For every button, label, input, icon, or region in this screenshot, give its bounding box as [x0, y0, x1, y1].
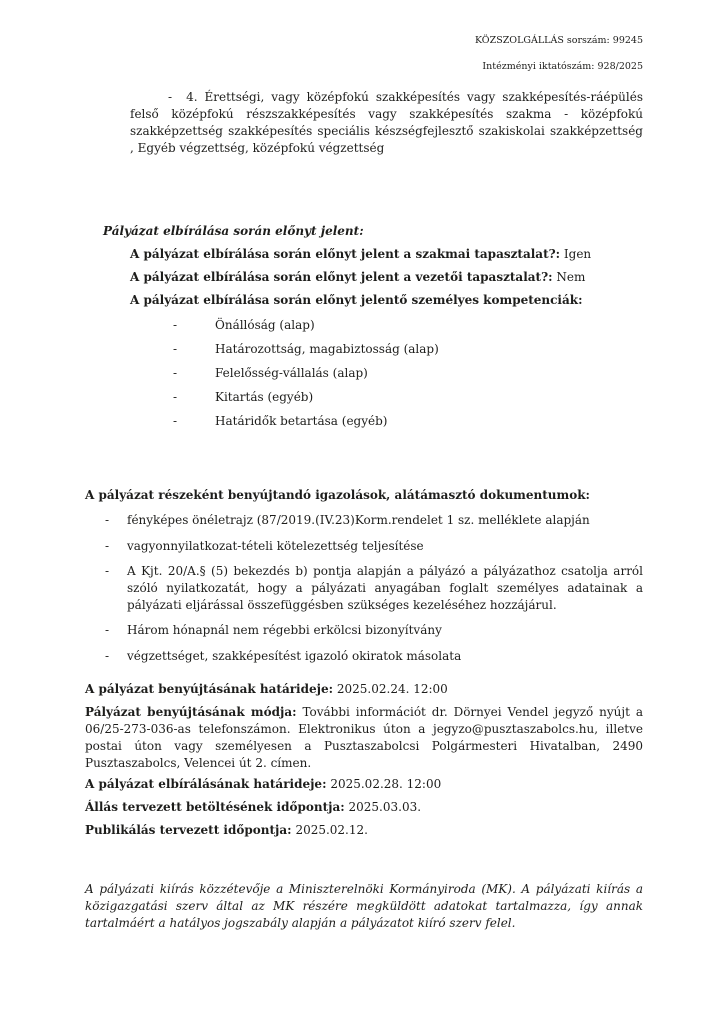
evaluation-deadline-line: [85, 776, 643, 793]
list-dash: -: [173, 342, 178, 356]
list-dash: -: [105, 513, 110, 527]
position-start-value: 2025.03.03.: [348, 800, 422, 814]
list-item: [173, 365, 643, 382]
position-start-line: [85, 799, 643, 816]
professional-experience-line: [130, 246, 643, 263]
list-item: [105, 563, 643, 614]
competency-text: Kitartás (egyéb): [215, 390, 314, 404]
list-item: [173, 389, 643, 406]
list-dash: -: [173, 414, 178, 428]
submission-deadline-line: [85, 681, 643, 698]
competency-text: Felelősség-vállalás (alap): [215, 366, 368, 380]
submission-method-label: Pályázat benyújtásának módja:: [85, 705, 297, 719]
list-item: [105, 648, 643, 665]
professional-experience-value: Igen: [563, 247, 592, 261]
competency-text: Határozottság, magabiztosság (alap): [215, 342, 439, 356]
registry-number: Intézményi iktatószám: 928/2025: [482, 61, 643, 72]
publication-date-label: Publikálás tervezett időpontja:: [85, 823, 292, 837]
advantages-heading: Pályázat elbírálása során előnyt jelent:: [103, 224, 364, 238]
submission-method-value: További információt dr. Dörnyei Vendel jegyző nyújt a 06/25-273-036-as telefonszámon. Elektronikus úton a jegyzo@pusztaszabolcs.hu, illetve postai úton vagy személyesen a Pusztaszabolcsi Polgármesteri Hivatalban, 2490 Pusztaszabolcs, Velencei út 2. címen.: [85, 705, 643, 770]
submission-deadline-value: 2025.02.24. 12:00: [336, 682, 448, 696]
leadership-experience-value: Nem: [556, 270, 586, 284]
list-dash: -: [105, 564, 110, 578]
competencies-list: [85, 317, 643, 430]
document-text: A Kjt. 20/A.§ (5) bekezdés b) pontja alapján a pályázó a pályázathoz csatolja arról szóló nyilatkozatát, hogy a pályázati anyagában foglalt személyes adatainak a pályázati eljárással összefüggésben szükséges kezeléséhez hozzájárul.: [127, 564, 643, 612]
qualification-item: [85, 89, 643, 157]
list-item: [173, 413, 643, 430]
document-text: végzettséget, szakképesítést igazoló okiratok másolata: [127, 649, 462, 663]
competencies-heading: A pályázat elbírálása során előnyt jelentő személyes kompetenciák:: [130, 293, 583, 307]
documents-heading: A pályázat részeként benyújtandó igazolások, alátámasztó dokumentumok:: [85, 488, 590, 502]
leadership-experience-label: A pályázat elbírálása során előnyt jelent a vezetői tapasztalat?:: [130, 270, 553, 284]
list-item: [105, 622, 643, 639]
publisher-disclaimer: A pályázati kiírás közzétevője a Miniszterelnöki Kormányiroda (MK). A pályázati kiírás a közigazgatási szerv által az MK részére megküldött adatokat tartalmazza, így annak tartalmáért a hatályos jogszabály alapján a pályázatot kiíró szerv felel.: [85, 882, 643, 930]
leadership-experience-line: [130, 269, 643, 286]
submission-method-paragraph: [85, 704, 643, 772]
list-dash: -: [173, 318, 178, 332]
publication-date-value: 2025.02.12.: [295, 823, 368, 837]
list-dash: -: [173, 390, 178, 404]
position-start-label: Állás tervezett betöltésének időpontja:: [85, 800, 345, 814]
serial-number: KÖZSZOLGÁLLÁS sorszám: 99245: [474, 35, 643, 46]
documents-section: [85, 487, 643, 665]
list-item: [105, 538, 643, 555]
document-header: [85, 34, 643, 73]
publication-date-line: [85, 822, 643, 839]
list-item: [173, 317, 643, 334]
professional-experience-label: A pályázat elbírálása során előnyt jelent a szakmai tapasztalat?:: [130, 247, 561, 261]
document-text: vagyonnyilatkozat-tételi kötelezettség teljesítése: [127, 539, 424, 553]
list-item: [105, 512, 643, 529]
qualification-text: 4. Érettségi, vagy középfokú szakképesítés vagy szakképesítés-ráépülés felső középfokú részszakképesítés vagy szakképesítés szakma - középfokú szakképzettség szakképesítés speciális készségfejlesztő szakiskolai szakképzettség , Egyéb végzettség, középfokú végzettség: [130, 90, 643, 155]
list-item: [173, 341, 643, 358]
evaluation-deadline-value: 2025.02.28. 12:00: [330, 777, 442, 791]
advantages-section: [85, 223, 643, 430]
list-dash: -: [105, 539, 110, 553]
competency-text: Határidők betartása (egyéb): [215, 414, 388, 428]
list-dash: -: [168, 90, 173, 104]
evaluation-deadline-label: A pályázat elbírálásának határideje:: [85, 777, 327, 791]
submission-deadline-label: A pályázat benyújtásának határideje:: [85, 682, 334, 696]
list-dash: -: [105, 649, 110, 663]
document-text: fényképes önéletrajz (87/2019.(IV.23)Korm.rendelet 1 sz. melléklete alapján: [127, 513, 590, 527]
list-dash: -: [173, 366, 178, 380]
list-dash: -: [105, 623, 110, 637]
document-text: Három hónapnál nem régebbi erkölcsi bizonyítvány: [127, 623, 442, 637]
competency-text: Önállóság (alap): [215, 318, 315, 332]
competencies-heading-line: [130, 292, 643, 309]
